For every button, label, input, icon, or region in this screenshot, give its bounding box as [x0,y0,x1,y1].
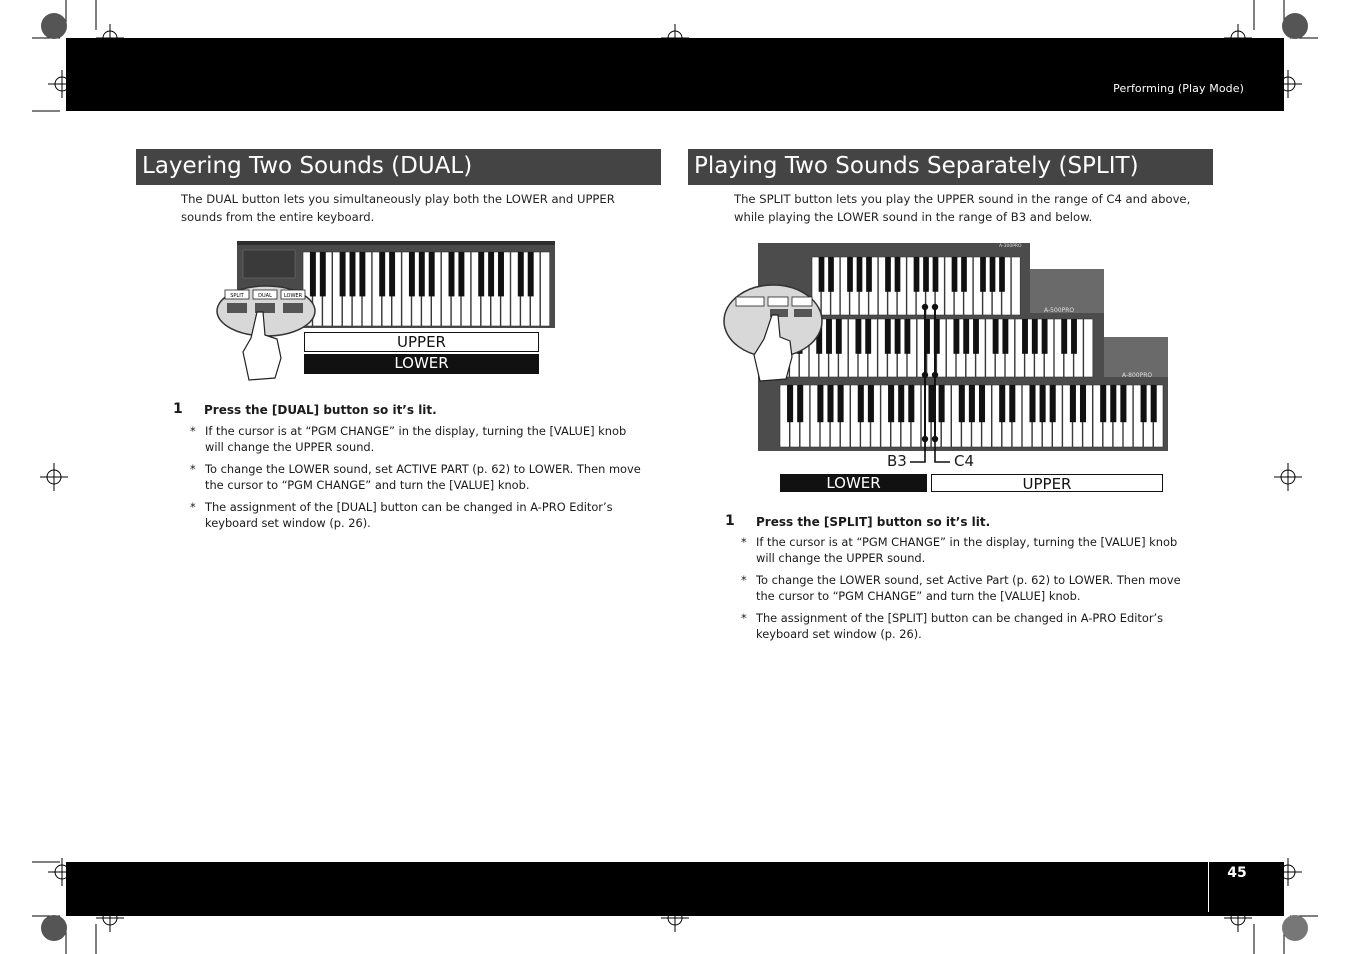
note-text: To change the LOWER sound, set Active Part (p. 62) to LOWER. Then move the cursor to “PGM CHANGE” and turn the [VALUE] knob. [756,573,1181,603]
black-key [419,252,425,296]
split-note-c4: C4 [954,452,975,470]
split-notes [742,534,1197,648]
black-key [488,252,494,296]
black-key [449,252,455,296]
white-key [541,252,550,326]
split-button-label: SPLIT [230,293,244,299]
note-item: * If the cursor is at “PGM CHANGE” in the display, turning the [VALUE] knob will change the UPPER sound. [741,535,1178,565]
black-key [340,252,346,296]
note-item: * To change the LOWER sound, set ACTIVE PART (p. 62) to LOWER. Then move the cursor to “PGM CHANGE” and turn the [VALUE] knob. [190,462,641,492]
note-item: * The assignment of the [SPLIT] button can be changed in A-PRO Editor’s keyboard set window (p. 26). [741,611,1164,641]
black-key [429,252,435,296]
note-text: The assignment of the [DUAL] button can be changed in A-PRO Editor’s keyboard set window (p. 26). [205,500,613,530]
split-note-b3: B3 [887,452,907,470]
black-key [310,252,316,296]
note-item: * If the cursor is at “PGM CHANGE” in the display, turning the [VALUE] knob will change the UPPER sound. [190,424,627,454]
split-keyboard-figure [722,241,1172,496]
split-bracket-lines [722,241,1172,496]
header-band [66,38,1284,111]
dual-button-label: DUAL [258,293,272,299]
split-intro: The SPLIT button lets you play the UPPER sound in the range of C4 and above, while playing the LOWER sound in the range of B3 and below. [734,192,1191,224]
section-title-dual: Layering Two Sounds (DUAL) [136,149,661,185]
dual-step: Press the [DUAL] button so it’s lit. [204,403,437,417]
dual-intro: The DUAL button lets you simultaneously play both the LOWER and UPPER sounds from the entire keyboard. [181,192,615,224]
black-key [478,252,484,296]
black-key [498,252,504,296]
lower-range-label: LOWER [780,474,927,492]
black-key [518,252,524,296]
model-label-500: A-500PRO [1044,307,1075,314]
black-key [359,252,365,296]
note-text: The assignment of the [SPLIT] button can be changed in A-PRO Editor’s keyboard set window (p. 26). [756,611,1164,641]
model-label-800: A-800PRO [1122,372,1153,379]
running-title: Performing (Play Mode) [1113,82,1244,95]
page-number: 45 [1208,862,1265,912]
step-number: 1 [173,401,183,417]
dual-keyboard-figure [215,240,557,382]
note-text: If the cursor is at “PGM CHANGE” in the display, turning the [VALUE] knob will change the UPPER sound. [756,535,1178,565]
footer-band [66,862,1284,916]
note-item: * The assignment of the [DUAL] button can be changed in A-PRO Editor’s keyboard set window (p. 26). [190,500,613,530]
upper-label: UPPER [304,332,539,352]
black-key [528,252,534,296]
black-key [389,252,395,296]
lower-button-label: LOWER [283,293,303,299]
note-text: If the cursor is at “PGM CHANGE” in the display, turning the [VALUE] knob will change the UPPER sound. [205,424,627,454]
black-key [458,252,464,296]
step-number: 1 [725,513,735,529]
note-item: * To change the LOWER sound, set Active Part (p. 62) to LOWER. Then move the cursor to “PGM CHANGE” and turn the [VALUE] knob. [741,573,1181,603]
split-step: Press the [SPLIT] button so it’s lit. [756,515,991,529]
black-keys [310,252,534,296]
section-title-split: Playing Two Sounds Separately (SPLIT) [688,149,1213,185]
dual-notes [191,423,643,537]
black-key [350,252,356,296]
upper-range-label: UPPER [931,474,1163,492]
black-key [409,252,415,296]
model-label-300: A-300PRO [999,244,1022,249]
black-key [379,252,385,296]
lower-label: LOWER [304,354,539,374]
note-text: To change the LOWER sound, set ACTIVE PART (p. 62) to LOWER. Then move the cursor to “PGM CHANGE” and turn the [VALUE] knob. [205,462,641,492]
black-key [320,252,326,296]
